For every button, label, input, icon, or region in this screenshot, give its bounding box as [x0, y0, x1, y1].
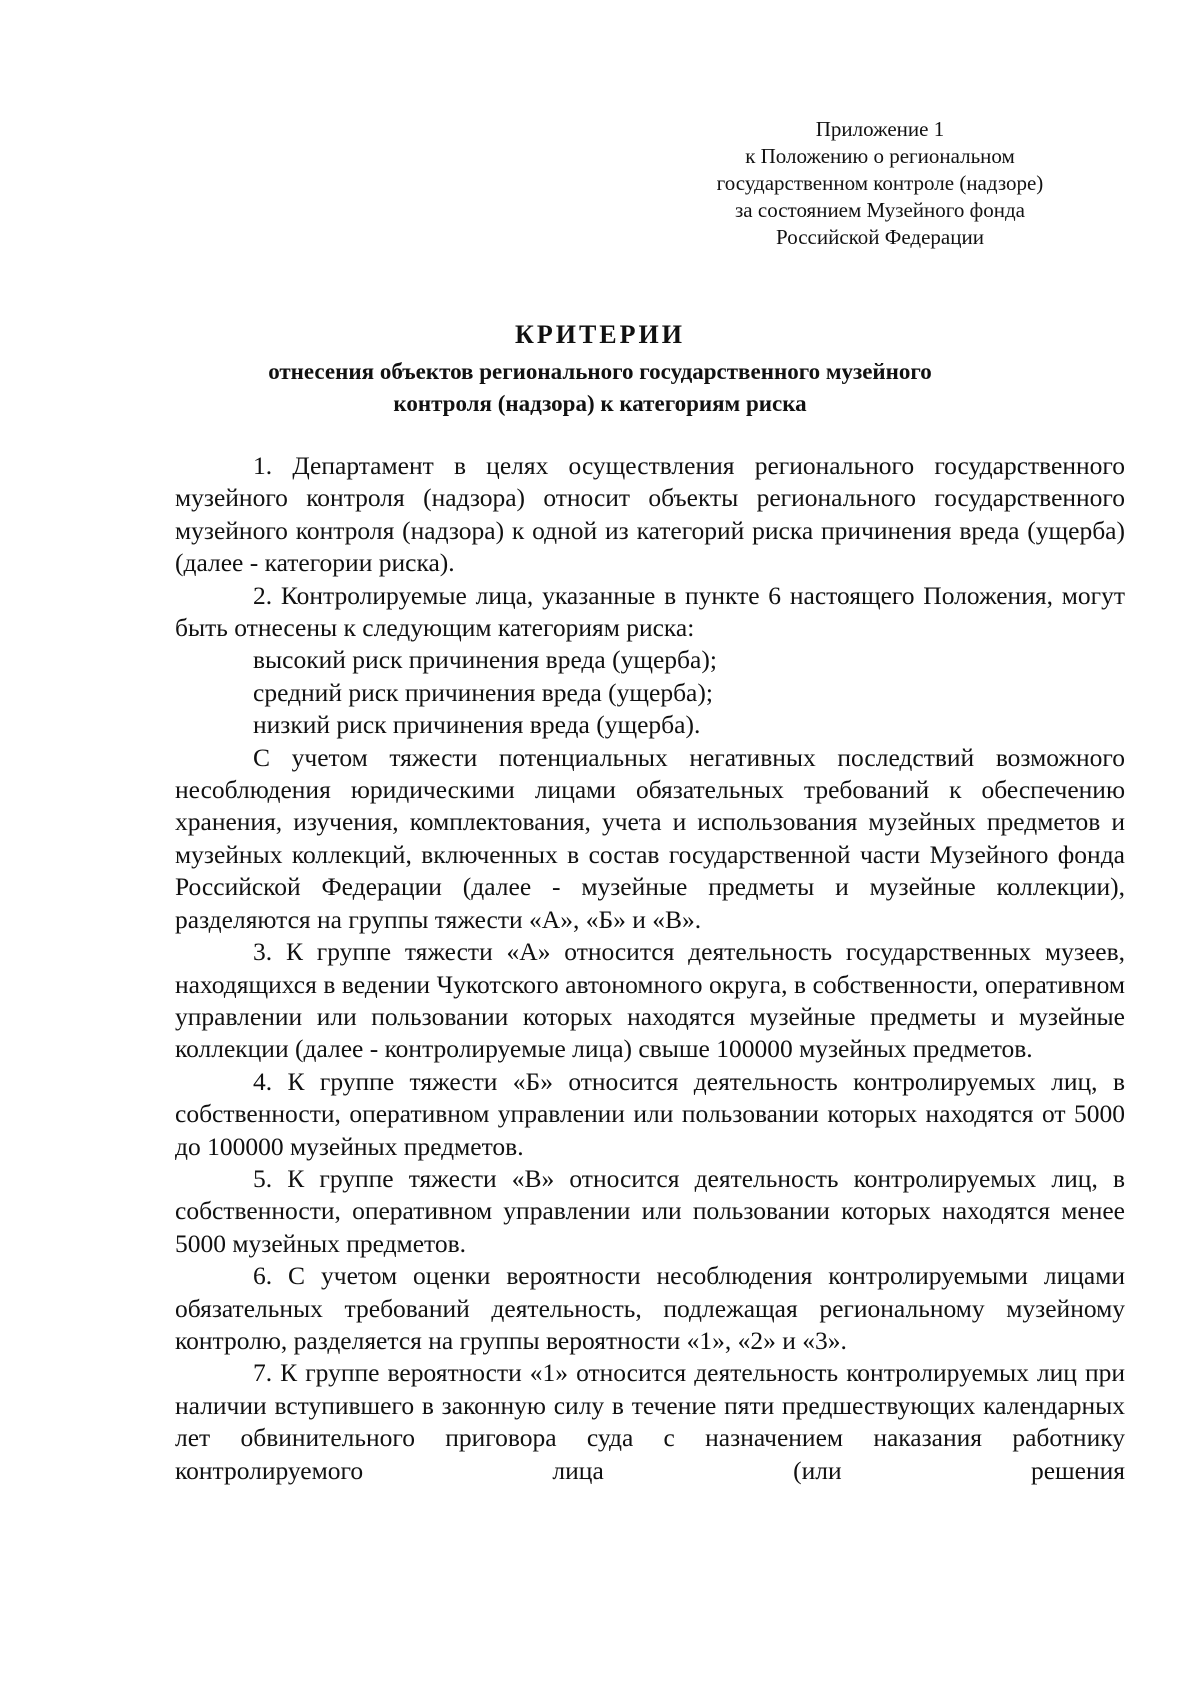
- document-body: [175, 450, 1125, 1487]
- paragraph-3: 3. К группе тяжести «А» относится деятельность государственных музеев, находящихся в ведении Чукотского автономного округа, в собственности, оперативном управлении или пользовании которых находятся музейные предметы и музейные коллекции (далее - контролируемые лица) свыше 100000 музейных предметов.: [175, 937, 1125, 1064]
- paragraph-2: 2. Контролируемые лица, указанные в пункте 6 настоящего Положения, могут быть отнесены к следующим категориям риска:: [175, 580, 1125, 643]
- risk-item-low: низкий риск причинения вреда (ущерба).: [253, 710, 701, 740]
- subtitle-line: отнесения объектов регионального государственного музейного: [268, 359, 932, 384]
- annex-line: к Положению о региональном: [745, 144, 1015, 168]
- risk-item-medium: средний риск причинения вреда (ущерба);: [253, 677, 713, 707]
- paragraph-7: 7. К группе вероятности «1» относится деятельность контролируемых лиц при наличии вступившего в законную силу в течение пяти предшествующих календарных лет обвинительного приговора суда с назначением наказания работнику контролируемого лица (или решения: [175, 1358, 1125, 1485]
- document-title: КРИТЕРИИ: [515, 320, 685, 349]
- document-subtitle: [120, 356, 1080, 420]
- annex-line: Приложение 1: [815, 117, 945, 141]
- paragraph-1: 1. Департамент в целях осуществления регионального государственного музейного контроля (надзора) относит объекты регионального государственного музейного контроля (надзора) к одной из категорий риска причинения вреда (ущерба) (далее - категории риска).: [175, 451, 1125, 578]
- annex-line: Российской Федерации: [776, 225, 984, 249]
- subtitle-line: контроля (надзора) к категориям риска: [393, 391, 807, 416]
- document-heading: [120, 318, 1080, 420]
- risk-item-high: высокий риск причинения вреда (ущерба);: [253, 645, 717, 675]
- paragraph-4: 4. К группе тяжести «Б» относится деятельность контролируемых лиц, в собственности, оперативном управлении или пользовании которых находятся от 5000 до 100000 музейных предметов.: [175, 1066, 1125, 1161]
- annex-line: государственном контроле (надзоре): [716, 171, 1044, 195]
- paragraph-6: 6. С учетом оценки вероятности несоблюдения контролируемыми лицами обязательных требований деятельность, подлежащая региональному музейному контролю, разделяется на группы вероятности «1», «2» и «3».: [175, 1261, 1125, 1355]
- paragraph-5: 5. К группе тяжести «В» относится деятельность контролируемых лиц, в собственности, оперативном управлении или пользовании которых находятся менее 5000 музейных предметов.: [175, 1163, 1125, 1258]
- annex-line: за состоянием Музейного фонда: [735, 198, 1025, 222]
- paragraph-severity-groups: С учетом тяжести потенциальных негативных последствий возможного несоблюдения юридическими лицами обязательных требований к обеспечению хранения, изучения, комплектования, учета и использования музейных предметов и музейных коллекций, включенных в состав государственной части Музейного фонда Российской Федерации (далее - музейные предметы и музейные коллекции), разделяются на группы тяжести «А», «Б» и «В».: [175, 742, 1125, 934]
- annex-reference: [700, 116, 1060, 251]
